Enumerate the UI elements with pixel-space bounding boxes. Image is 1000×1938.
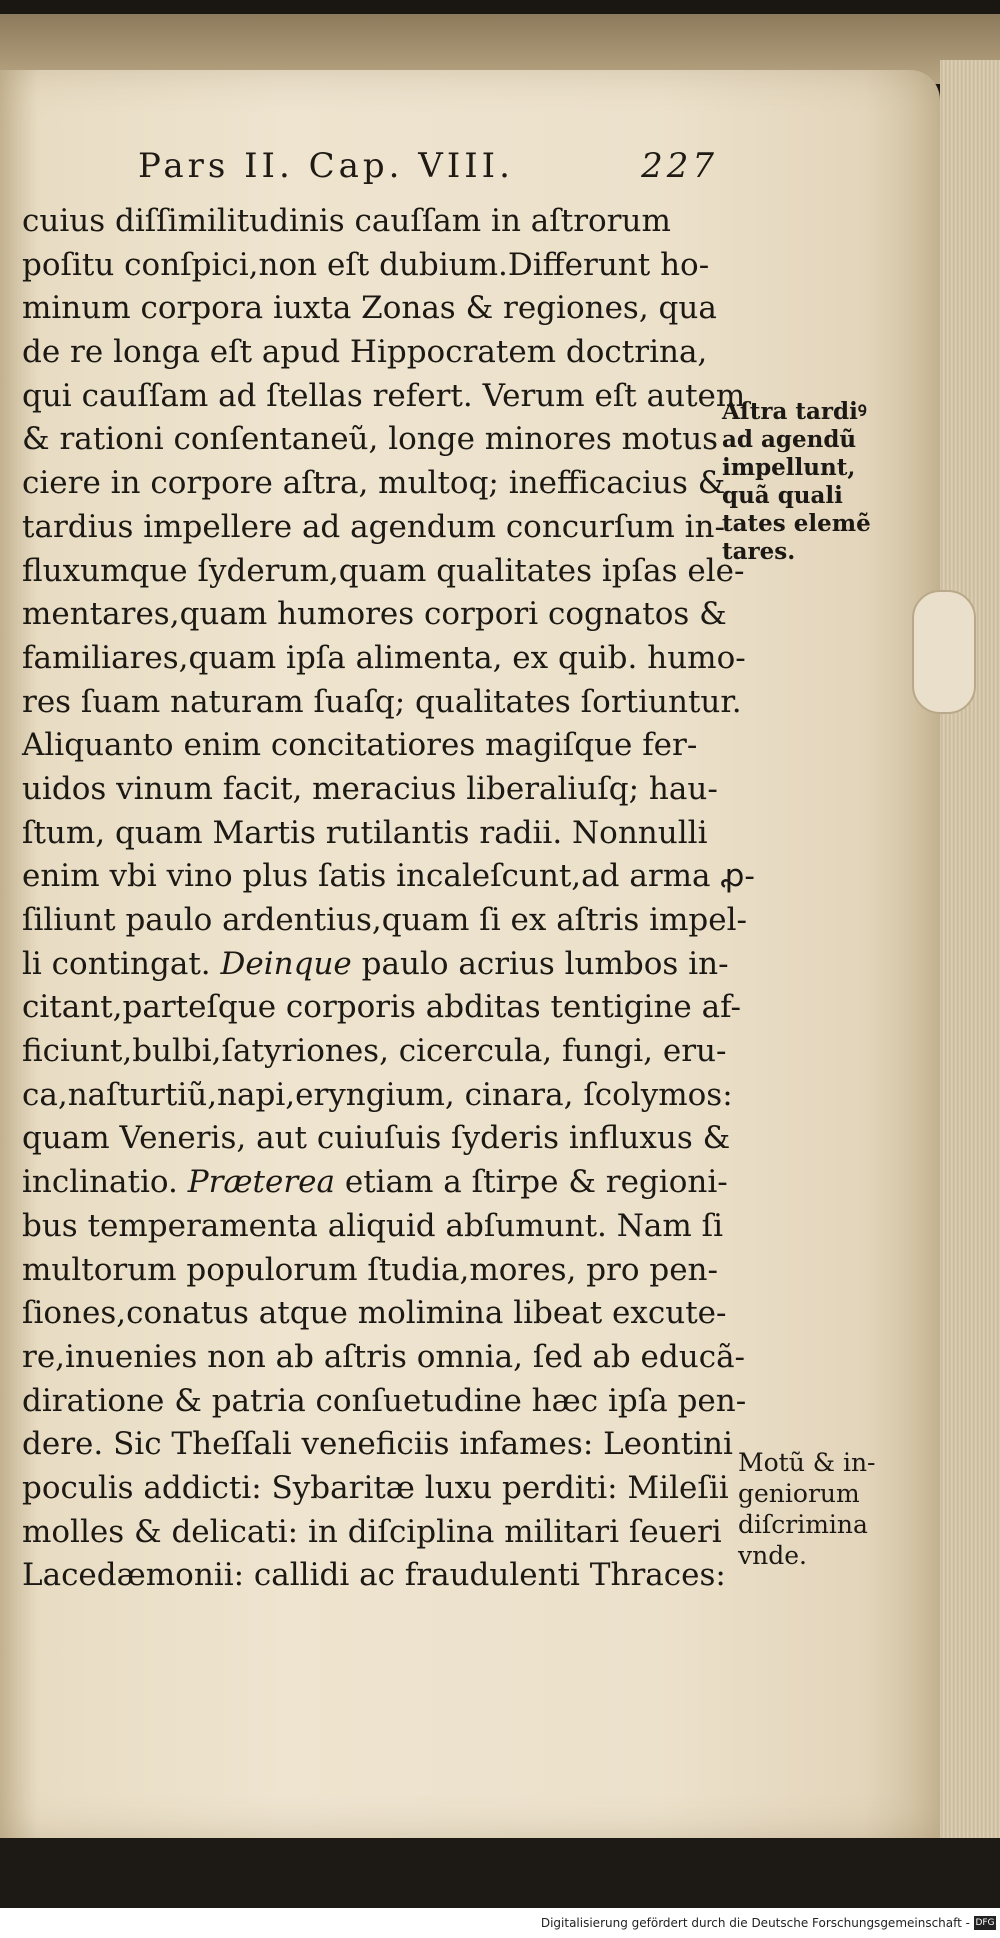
text-line: Lacedæmonii: callidi ac fraudulenti Thraces:	[22, 1557, 726, 1594]
text-line: dere. Sic Theſſali veneficiis infames: Leontini	[22, 1426, 733, 1463]
text-line: poculis addicti: Sybaritæ luxu perditi: Mileſii	[22, 1469, 729, 1506]
book-clasp	[912, 590, 976, 714]
margin-note-line: diſcrimina	[738, 1510, 868, 1539]
text-line: citant,parteſque corporis abditas tentigine af-	[22, 989, 741, 1026]
text-line: bus temperamenta aliquid abſumunt. Nam ſi	[22, 1207, 723, 1244]
margin-note-line: Aſtra tardiꝰ	[722, 398, 867, 425]
text-line: re,inuenies non ab aſtris omnia, ſed ab educã-	[22, 1338, 746, 1375]
text-line: ſiones,conatus atque molimina libeat excute-	[22, 1295, 727, 1332]
text-segment: etiam a ſtirpe & regioni-	[344, 1164, 728, 1201]
text-line	[22, 1161, 728, 1205]
text-line: res ſuam naturam ſuaſq; qualitates ſortiuntur.	[22, 683, 742, 720]
book-fore-edge	[940, 60, 1000, 1840]
italic-word: Deinque	[220, 945, 352, 982]
margin-note-line: tares.	[722, 538, 796, 565]
text-line: multorum populorum ſtudia,mores, pro pen-	[22, 1251, 719, 1288]
text-line: mentares,quam humores corpori cognatos &	[22, 596, 727, 633]
text-line: ficiunt,bulbi,ſatyriones, cicercula, fungi, eru-	[22, 1033, 727, 1070]
italic-word: Præterea	[187, 1164, 335, 1201]
text-line: diratione & patria conſuetudine hæc ipſa pen-	[22, 1382, 747, 1419]
text-line: minum corpora iuxta Zonas & regiones, qua	[22, 290, 717, 327]
text-line: molles & delicati: in diſciplina militari ſeueri	[22, 1513, 722, 1550]
margin-note-motu	[738, 1447, 908, 1571]
margin-note-line: geniorum	[738, 1479, 860, 1508]
body-text	[22, 200, 755, 1598]
text-segment: inclinatio.	[22, 1164, 178, 1201]
text-line: enim vbi vino plus ſatis incaleſcunt,ad arma ꝓ-	[22, 858, 755, 895]
funding-credit: Digitalisierung gefördert durch die Deutsche Forschungsgemeinschaft -	[540, 1916, 970, 1930]
text-line: ciere in corpore aſtra, multoq; inefficacius &	[22, 465, 726, 502]
text-line: fluxumque ſyderum,quam qualitates ipſas ele-	[22, 552, 745, 589]
text-line: poſitu conſpici,non eſt dubium.Differunt ho-	[22, 246, 710, 283]
running-head	[138, 146, 718, 196]
text-line: tardius impellere ad agendum concurſum in-	[22, 508, 725, 545]
text-line: quam Veneris, aut cuiuſuis ſyderis influxus &	[22, 1120, 731, 1157]
text-line: & rationi conſentaneũ, longe minores motus	[22, 421, 719, 458]
text-line: cuius diſſimilitudinis cauſſam in aſtrorum	[22, 203, 671, 239]
book-bottom-edge	[0, 1838, 1000, 1908]
running-head-title: Pars II. Cap. VIII.	[138, 146, 514, 186]
margin-note-line: impellunt,	[722, 454, 856, 481]
text-line	[22, 943, 729, 987]
dfg-logo: DFG	[975, 1918, 995, 1928]
text-line: familiares,quam ipſa alimenta, ex quib. humo-	[22, 639, 746, 676]
margin-note-line: vnde.	[738, 1541, 807, 1570]
margin-note-line: Motũ & in-	[738, 1448, 876, 1477]
page-number: 227	[641, 146, 718, 186]
text-line: ca,naſturtiũ,napi,eryngium, cinara, ſcolymos:	[22, 1076, 733, 1113]
margin-note-line: tates elemẽ	[722, 510, 871, 537]
margin-note-astra	[722, 398, 892, 566]
text-line: ſtum, quam Martis rutilantis radii. Nonnulli	[22, 814, 708, 851]
text-segment: paulo acrius lumbos in-	[361, 945, 729, 982]
footer-bar	[0, 1908, 1000, 1938]
text-line: qui cauſſam ad ſtellas refert. Verum eſt autem	[22, 377, 746, 414]
text-line: de re longa eſt apud Hippocratem doctrina,	[22, 334, 708, 371]
text-segment: li contingat.	[22, 945, 211, 982]
text-line: uidos vinum facit, meracius liberaliuſq; hau-	[22, 770, 718, 807]
text-line: ſiliunt paulo ardentius,quam ſi ex aſtris impel-	[22, 902, 748, 938]
margin-note-line: ad agendũ	[722, 426, 857, 453]
text-line: Aliquanto enim concitatiores magiſque fer-	[22, 727, 698, 764]
margin-note-line: quã quali	[722, 482, 843, 509]
